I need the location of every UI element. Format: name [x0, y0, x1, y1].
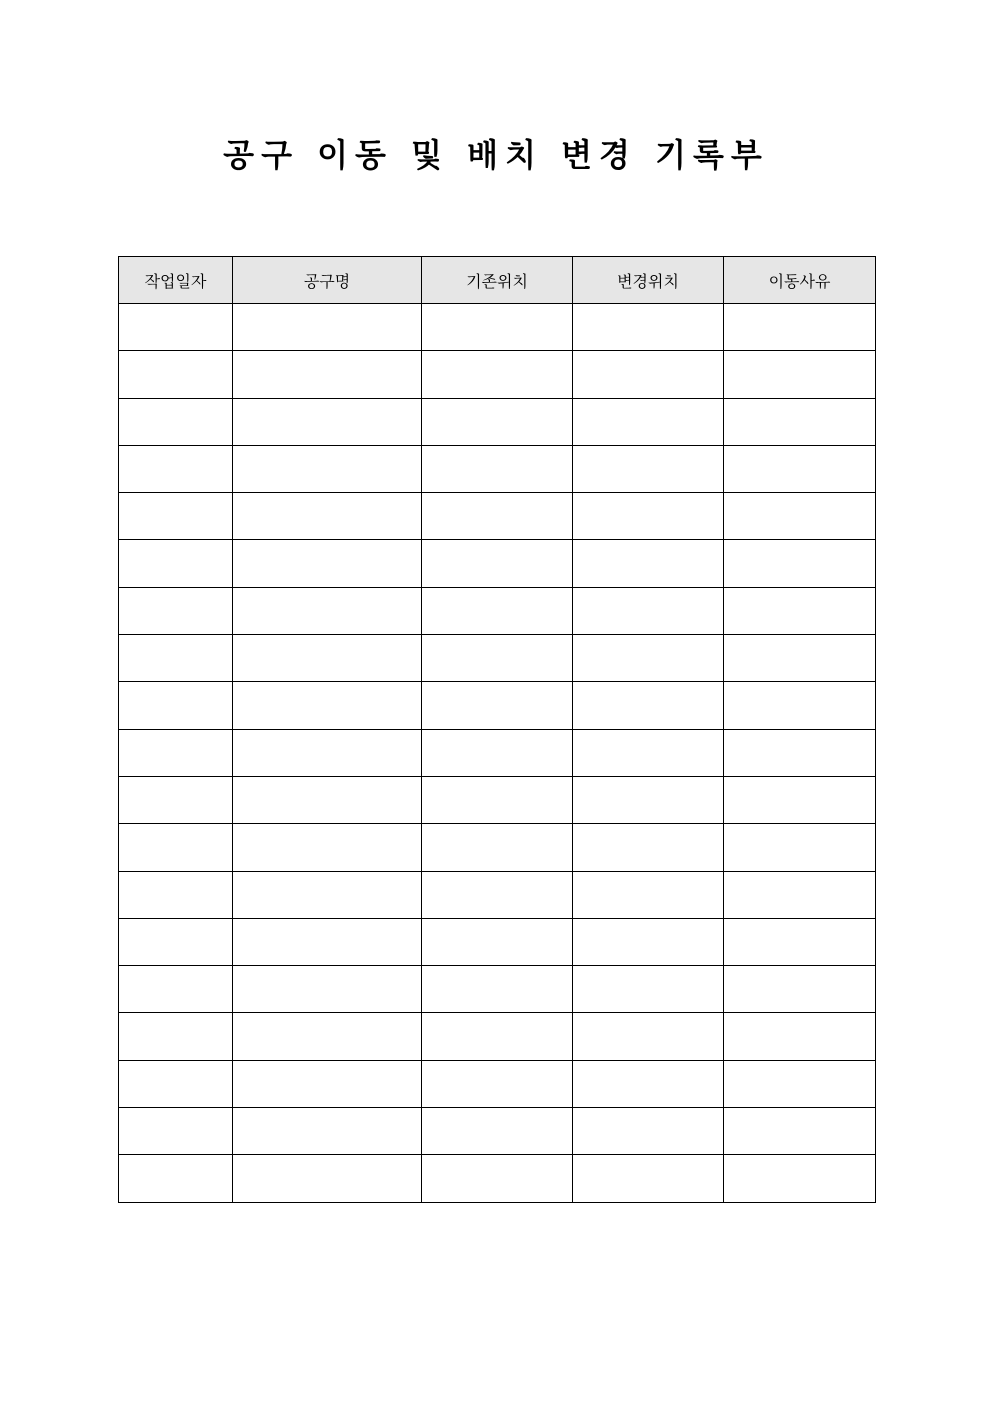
cell-move-reason[interactable] [724, 398, 876, 445]
cell-new-location[interactable] [573, 351, 724, 398]
header-new-location: 변경위치 [573, 257, 724, 304]
cell-work-date[interactable] [119, 1155, 233, 1202]
cell-tool-name[interactable] [233, 445, 422, 492]
table-row [119, 540, 876, 587]
cell-move-reason[interactable] [724, 587, 876, 634]
cell-work-date[interactable] [119, 871, 233, 918]
cell-move-reason[interactable] [724, 729, 876, 776]
cell-original-location[interactable] [422, 398, 573, 445]
cell-tool-name[interactable] [233, 398, 422, 445]
cell-work-date[interactable] [119, 445, 233, 492]
cell-move-reason[interactable] [724, 871, 876, 918]
cell-tool-name[interactable] [233, 682, 422, 729]
cell-move-reason[interactable] [724, 824, 876, 871]
cell-move-reason[interactable] [724, 966, 876, 1013]
cell-original-location[interactable] [422, 1155, 573, 1202]
cell-work-date[interactable] [119, 1108, 233, 1155]
cell-tool-name[interactable] [233, 966, 422, 1013]
cell-new-location[interactable] [573, 1155, 724, 1202]
cell-move-reason[interactable] [724, 304, 876, 351]
cell-new-location[interactable] [573, 918, 724, 965]
cell-original-location[interactable] [422, 966, 573, 1013]
table-body [119, 304, 876, 1203]
cell-new-location[interactable] [573, 635, 724, 682]
cell-move-reason[interactable] [724, 1155, 876, 1202]
cell-tool-name[interactable] [233, 304, 422, 351]
table-row [119, 445, 876, 492]
header-original-location: 기존위치 [422, 257, 573, 304]
cell-new-location[interactable] [573, 776, 724, 823]
cell-new-location[interactable] [573, 540, 724, 587]
cell-move-reason[interactable] [724, 635, 876, 682]
cell-tool-name[interactable] [233, 351, 422, 398]
cell-original-location[interactable] [422, 918, 573, 965]
cell-work-date[interactable] [119, 682, 233, 729]
cell-new-location[interactable] [573, 1060, 724, 1107]
cell-move-reason[interactable] [724, 1060, 876, 1107]
cell-move-reason[interactable] [724, 445, 876, 492]
cell-work-date[interactable] [119, 540, 233, 587]
tool-movement-log-table [118, 256, 876, 1203]
table-row [119, 682, 876, 729]
cell-original-location[interactable] [422, 445, 573, 492]
cell-original-location[interactable] [422, 635, 573, 682]
table-row [119, 871, 876, 918]
cell-tool-name[interactable] [233, 871, 422, 918]
cell-new-location[interactable] [573, 1108, 724, 1155]
table-row [119, 1013, 876, 1060]
table-row [119, 966, 876, 1013]
cell-original-location[interactable] [422, 1060, 573, 1107]
cell-work-date[interactable] [119, 493, 233, 540]
cell-new-location[interactable] [573, 682, 724, 729]
cell-tool-name[interactable] [233, 824, 422, 871]
cell-new-location[interactable] [573, 824, 724, 871]
cell-new-location[interactable] [573, 445, 724, 492]
cell-original-location[interactable] [422, 540, 573, 587]
header-tool-name: 공구명 [233, 257, 422, 304]
cell-work-date[interactable] [119, 966, 233, 1013]
table-row [119, 1155, 876, 1202]
table-row [119, 587, 876, 634]
cell-original-location[interactable] [422, 871, 573, 918]
table-row [119, 918, 876, 965]
cell-move-reason[interactable] [724, 682, 876, 729]
cell-work-date[interactable] [119, 1060, 233, 1107]
cell-tool-name[interactable] [233, 729, 422, 776]
table-row [119, 304, 876, 351]
cell-original-location[interactable] [422, 304, 573, 351]
table-row [119, 776, 876, 823]
cell-new-location[interactable] [573, 398, 724, 445]
cell-original-location[interactable] [422, 587, 573, 634]
table-row [119, 729, 876, 776]
cell-work-date[interactable] [119, 398, 233, 445]
cell-original-location[interactable] [422, 1013, 573, 1060]
cell-work-date[interactable] [119, 587, 233, 634]
cell-new-location[interactable] [573, 587, 724, 634]
cell-original-location[interactable] [422, 493, 573, 540]
cell-tool-name[interactable] [233, 918, 422, 965]
cell-original-location[interactable] [422, 351, 573, 398]
cell-tool-name[interactable] [233, 1108, 422, 1155]
cell-work-date[interactable] [119, 1013, 233, 1060]
table-row [119, 1060, 876, 1107]
cell-new-location[interactable] [573, 1013, 724, 1060]
cell-new-location[interactable] [573, 304, 724, 351]
cell-original-location[interactable] [422, 824, 573, 871]
cell-tool-name[interactable] [233, 635, 422, 682]
header-work-date: 작업일자 [119, 257, 233, 304]
cell-original-location[interactable] [422, 729, 573, 776]
cell-tool-name[interactable] [233, 587, 422, 634]
table-row [119, 493, 876, 540]
cell-original-location[interactable] [422, 1108, 573, 1155]
cell-new-location[interactable] [573, 729, 724, 776]
cell-work-date[interactable] [119, 824, 233, 871]
table-row [119, 398, 876, 445]
table-row [119, 1108, 876, 1155]
cell-original-location[interactable] [422, 682, 573, 729]
table-row [119, 351, 876, 398]
cell-work-date[interactable] [119, 776, 233, 823]
cell-new-location[interactable] [573, 871, 724, 918]
cell-work-date[interactable] [119, 918, 233, 965]
cell-move-reason[interactable] [724, 540, 876, 587]
cell-tool-name[interactable] [233, 1155, 422, 1202]
cell-work-date[interactable] [119, 351, 233, 398]
cell-work-date[interactable] [119, 304, 233, 351]
cell-tool-name[interactable] [233, 493, 422, 540]
cell-move-reason[interactable] [724, 918, 876, 965]
cell-move-reason[interactable] [724, 776, 876, 823]
table-header-row [119, 257, 876, 304]
cell-move-reason[interactable] [724, 493, 876, 540]
cell-move-reason[interactable] [724, 1013, 876, 1060]
cell-work-date[interactable] [119, 635, 233, 682]
cell-new-location[interactable] [573, 493, 724, 540]
cell-tool-name[interactable] [233, 1013, 422, 1060]
cell-work-date[interactable] [119, 729, 233, 776]
cell-new-location[interactable] [573, 966, 724, 1013]
cell-original-location[interactable] [422, 776, 573, 823]
cell-move-reason[interactable] [724, 351, 876, 398]
table-row [119, 824, 876, 871]
page-title: 공구 이동 및 배치 변경 기록부 [223, 136, 769, 174]
header-move-reason: 이동사유 [724, 257, 876, 304]
cell-tool-name[interactable] [233, 540, 422, 587]
cell-move-reason[interactable] [724, 1108, 876, 1155]
cell-tool-name[interactable] [233, 1060, 422, 1107]
table-row [119, 635, 876, 682]
cell-tool-name[interactable] [233, 776, 422, 823]
